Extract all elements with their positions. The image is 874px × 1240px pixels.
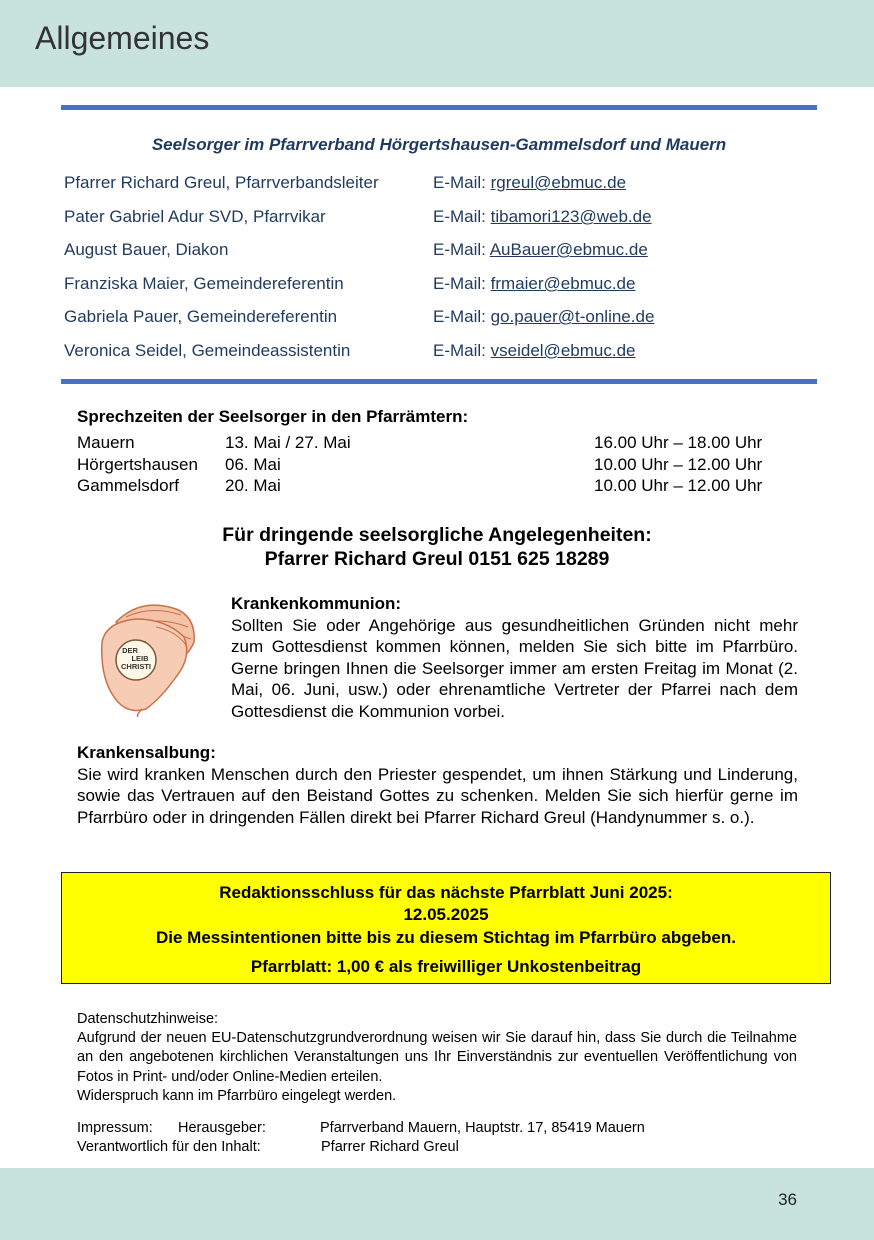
deadline-notice [61,872,831,984]
communion-text: Sollten Sie oder Angehörige aus gesundheitlichen Gründen nicht mehr zum Gottesdienst kommen können, melden Sie sich bitte im Pfarrbüro. Gerne bringen Ihnen die Seelsorger immer am ersten Freitag im Monat (2. Mai, 06. Juni, usw.) oder ehrenamtliche Vertreter der Pfarrei nach dem Gottesdienst die Kommunion vorbei. [231,615,798,721]
notice-deadline-date: 12.05.2025 [403,905,489,924]
office-place: Gammelsdorf [77,476,180,495]
contact-row [64,341,814,363]
anointing-section [77,742,798,828]
contact-name: Gabriela Pauer, Gemeindereferentin [64,307,338,326]
contact-email: E-Mail: tibamori123@web.de [433,207,652,226]
office-time: 16.00 Uhr – 18.00 Uhr [594,433,763,452]
notice-price: Pfarrblatt: 1,00 € als freiwilliger Unkostenbeitrag [250,957,642,976]
imprint [77,1119,797,1157]
urgent-heading: Für dringende seelsorgliche Angelegenheiten: [222,524,652,546]
imprint-publisher-row [77,1119,797,1138]
communion-title: Krankenkommunion: [231,594,402,613]
communion-hands-illustration [96,597,206,717]
page-number: 36 [778,1190,797,1209]
email-link[interactable]: tibamori123@web.de [490,207,652,226]
contact-email: E-Mail: rgreul@ebmuc.de [433,173,627,192]
contact-row [64,173,814,195]
contact-row [64,207,814,229]
contact-row [64,274,814,296]
office-hours-row [77,476,797,498]
contact-email: E-Mail: vseidel@ebmuc.de [433,341,636,360]
contacts-title: Seelsorger im Pfarrverband Hörgertshausen-Gammelsdorf und Mauern [151,135,727,154]
notice-deadline-title: Redaktionsschluss für das nächste Pfarrblatt Juni 2025: [219,883,673,902]
office-hours [77,407,797,498]
imprint-label: Impressum: [77,1120,153,1136]
publisher-label: Herausgeber: [178,1120,266,1136]
contact-row [64,307,814,329]
anointing-title: Krankensalbung: [77,743,216,762]
office-dates: 13. Mai / 27. Mai [225,433,351,452]
urgent-contact [0,523,874,571]
privacy-objection: Widerspruch kann im Pfarrbüro eingelegt werden. [77,1087,397,1104]
contact-name: Franziska Maier, Gemeindereferentin [64,274,344,293]
email-link[interactable]: rgreul@ebmuc.de [490,173,627,192]
email-link[interactable]: vseidel@ebmuc.de [490,341,636,360]
privacy-title: Datenschutzhinweise: [77,1011,219,1027]
imprint-responsible-row [77,1138,797,1157]
responsible-label: Verantwortlich für den Inhalt: [77,1139,261,1155]
notice-mass-intentions: Die Messintentionen bitte bis zu diesem Stichtag im Pfarrbüro abgeben. [156,928,736,947]
contact-email: E-Mail: go.pauer@t-online.de [433,307,655,326]
office-dates: 06. Mai [225,454,281,474]
svg-text:DER: DER [122,646,138,655]
contacts-box [61,105,817,384]
office-place: Hörgertshausen [77,454,198,474]
communion-section [231,593,798,723]
office-time: 10.00 Uhr – 12.00 Uhr [594,454,763,474]
office-time: 10.00 Uhr – 12.00 Uhr [594,476,763,495]
office-hours-row [77,433,797,455]
email-link[interactable]: go.pauer@t-online.de [490,307,655,326]
page-footer [0,1168,874,1240]
contact-email: E-Mail: AuBauer@ebmuc.de [433,240,648,259]
contact-email: E-Mail: frmaier@ebmuc.de [433,274,636,293]
office-hours-title: Sprechzeiten der Seelsorger in den Pfarrämtern: [77,407,469,426]
contact-name: Veronica Seidel, Gemeindeassistentin [64,341,351,360]
email-link[interactable]: frmaier@ebmuc.de [490,274,636,293]
contact-name: Pater Gabriel Adur SVD, Pfarrvikar [64,207,326,226]
email-link[interactable]: AuBauer@ebmuc.de [489,240,648,259]
responsible-value: Pfarrer Richard Greul [321,1139,459,1155]
contact-row [64,240,814,262]
office-dates: 20. Mai [225,476,281,495]
publisher-value: Pfarrverband Mauern, Hauptstr. 17, 85419 Mauern [320,1120,645,1136]
page-header [0,0,874,87]
contact-name: August Bauer, Diakon [64,240,229,259]
office-place: Mauern [77,433,135,452]
privacy-notice [77,1010,797,1106]
anointing-text: Sie wird kranken Menschen durch den Priester gespendet, um ihnen Stärkung und Linderung, sowie das Vertrauen auf den Beistand Gottes zu schenken. Melden Sie sich hierfür gerne im Pfarrbüro oder in dringenden Fällen direkt bei Pfarrer Richard Greul (Handynummer s. o.). [77,764,798,827]
svg-text:CHRISTI: CHRISTI [121,662,151,671]
contact-name: Pfarrer Richard Greul, Pfarrverbandsleiter [64,173,379,192]
office-hours-row [77,455,797,477]
svg-text:LEIB: LEIB [131,654,149,663]
section-title: Allgemeines [35,20,210,56]
privacy-text: Aufgrund der neuen EU-Datenschutzgrundverordnung weisen wir Sie darauf hin, dass Sie durch die Teilnahme an den angebotenen kirchlichen Veranstaltungen uns Ihr Einverständnis zur eventuellen Veröffentlichung von Fotos in Print- und/oder Online-Medien erteilen. [77,1030,797,1085]
urgent-phone: Pfarrer Richard Greul 0151 625 18289 [264,548,610,570]
